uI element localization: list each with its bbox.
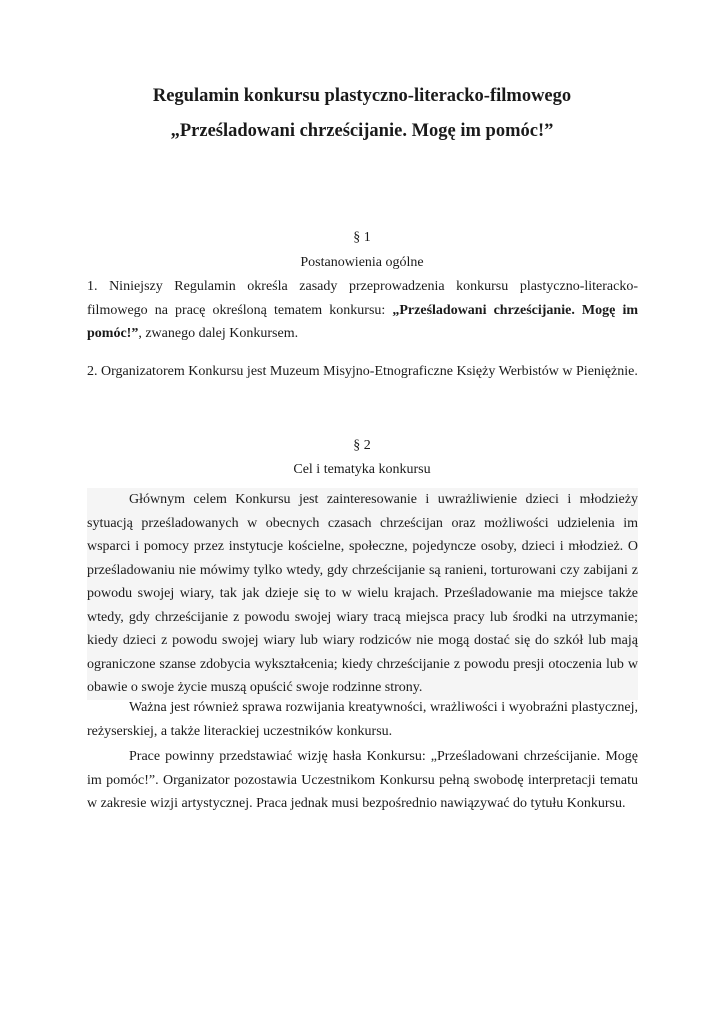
paragraph-1-bold-title: „Prześladowani chrześcijanie. Mogę im pomóc!” [87, 302, 638, 341]
section-2-paragraph-3: Prace powinny przedstawiać wizję hasła Konkursu: „Prześladowani chrześcijanie. Mogę im pomóc!”. Organizator pozostawia Uczestnikom Konkursu pełną swobodę interpretacji tematu w zakresie wizji artystycznej. Praca jednak musi bezpośrednio nawiązywać do tytułu Konkursu. [87, 749, 638, 811]
paragraph-1-text-end: , zwanego dalej Konkursem. [138, 326, 299, 341]
document-title-line-2: „Prześladowani chrześcijanie. Mogę im pomóc!” [170, 121, 554, 141]
section-2-paragraph-1: Głównym celem Konkursu jest zainteresowanie i uwrażliwienie dzieci i młodzieży sytuacją prześladowanych w obecnych czasach chrześcijan oraz możliwości udzielenia im wsparci i pomocy przez instytucje kościelne, społeczne, pojedyncze osoby, dzieci i młodzież. O prześladowaniu nie mówimy tylko wtedy, gdy chrześcijanie są ranieni, torturowani czy zabijani z powodu swojej wiary, tak jak dzieje się to w wielu krajach. Prześladowanie ma miejsce także wtedy, gdy chrześcijanie z powodu swojej wiary tracą miejsca pracy lub środki na utrzymanie; kiedy dzieci z powodu swojej wiary lub wiary rodziców nie mogą dostać się do szkół lub mają ograniczone szanse zdobycia wykształcenia; kiedy chrześcijanie z powodu presji otoczenia lub w obawie o swoje życie muszą opuścić swoje rodzinne strony. [87, 488, 638, 700]
document-title-line-1: Regulamin konkursu plastyczno-literacko-filmowego [152, 86, 572, 106]
section-1-heading: Postanowienia ogólne [300, 255, 424, 270]
section-2-number: § 2 [353, 438, 371, 453]
section-1-paragraph-2: 2. Organizatorem Konkursu jest Muzeum Misyjno-Etnograficzne Księży Werbistów w Pieniężnie. [87, 364, 638, 379]
section-1-paragraph-1 [87, 275, 638, 346]
section-1-number: § 1 [353, 230, 371, 245]
paragraph-1-text: 1. Niniejszy Regulamin określa zasady przeprowadzenia konkursu plastyczno-literacko-filmowego na pracę określoną tematem konkursu: [87, 279, 638, 318]
section-2-heading: Cel i tematyka konkursu [293, 462, 431, 477]
section-2-paragraph-2: Ważna jest również sprawa rozwijania kreatywności, wrażliwości i wyobraźni plastycznej, reżyserskiej, a także literackiej uczestników konkursu. [87, 700, 638, 739]
